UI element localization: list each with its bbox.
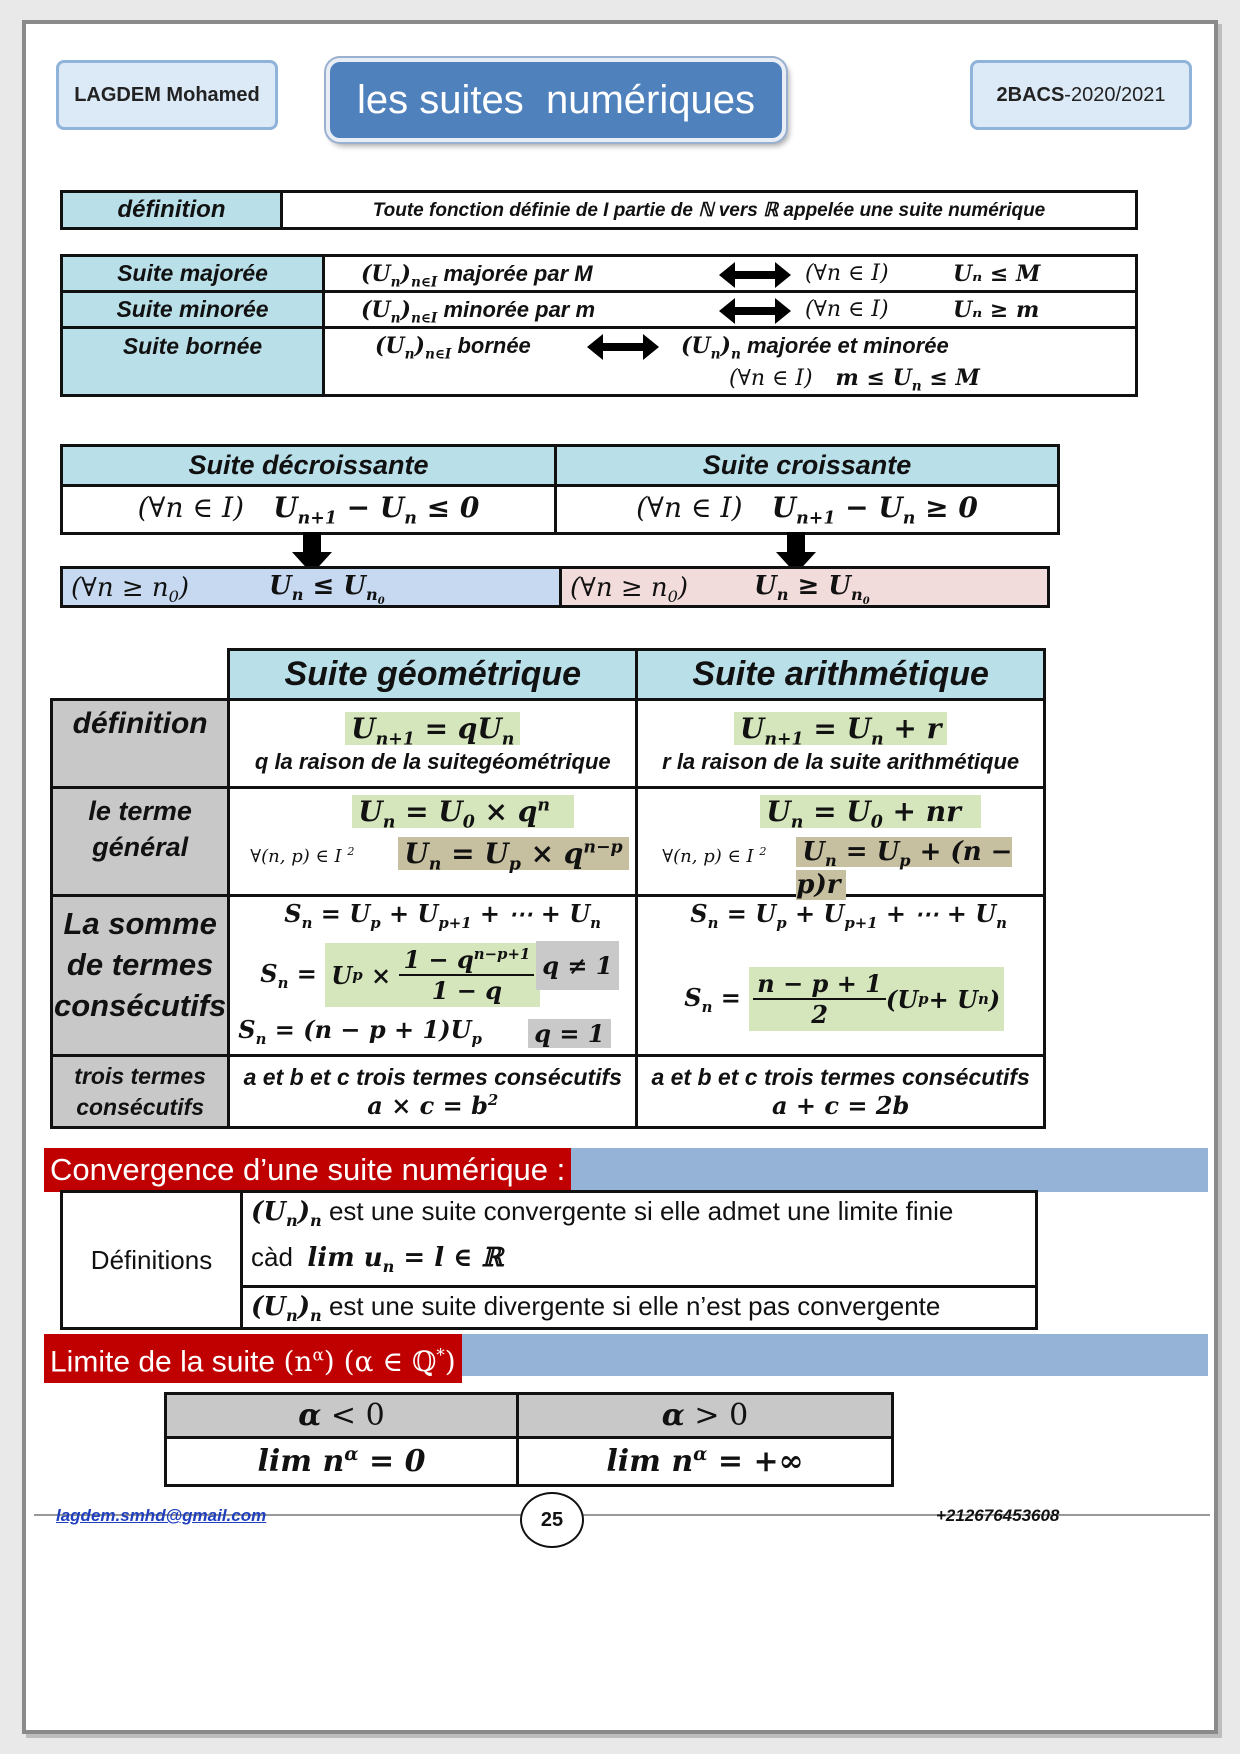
row-trois-line1: trois termes [74,1062,206,1089]
minoree-quantifier: (∀n ∈ I) [805,297,889,322]
row-somme-line3: consécutifs [54,988,227,1023]
equivalence-arrow-icon [719,304,791,318]
croissante-consequence: (∀n ≥ $n_0$) $U_n \ge U_{n_0}$ [562,569,1047,605]
suite-majoree-label: Suite majorée [62,256,324,292]
row-trois-label [52,1056,229,1128]
suite-bornee-cell: $(U_n)_{n\in I}$ bornée $(U_n)_n$ majorée et minorée (∀n ∈ I) $m \le U_n \le M$ [324,328,1137,396]
minoree-ineq: Uₙ ≥ m [953,297,1040,323]
empty-corner [52,650,229,700]
divergence-text: est une suite divergente si elle n’est pas convergente [328,1290,941,1321]
footer-phone: +212676453608 [936,1506,1060,1525]
geo-definition: $U_{n+1} = qU_n$ q la raison de la suitegéométrique [229,700,637,788]
convergence-table [60,1190,1038,1330]
arith-trois-termes: a et b et c trois termes consécutifs a + c = 2b [637,1056,1045,1128]
row-somme-line1: La somme [63,906,217,941]
alpha-negative-header: α < 0 [166,1394,518,1438]
cad-text: càd [251,1242,293,1273]
author-ribbon [56,60,278,130]
page-title: les suites numériques [357,77,755,122]
suite-minoree-cell: $(U_n)_{n\in I}$ minorée par m (∀n ∈ I) Uₙ ≥ m [324,292,1137,328]
bornee-text: bornée [457,333,531,358]
geo-raison: q la raison de la suitegéométrique [254,749,611,775]
majoree-quantifier: (∀n ∈ I) [805,261,889,286]
definition-text: Toute fonction définie de I partie de ℕ vers ℝ appelée une suite numérique [282,192,1137,229]
suite-minoree-label: Suite minorée [62,292,324,328]
convergence-title: Convergence d’une suite numérique : [44,1148,571,1192]
monotony-consequence [60,566,1050,608]
divergence-definition: $(U_n)_n$ est une suite divergente si elle n’est pas convergente [242,1287,1037,1329]
geo-trois-termes: a et b et c trois termes consécutifs $a \times c = b^2$ [229,1056,637,1128]
geo-arith-table [50,648,1046,1129]
bounds-table [60,254,1138,397]
monotony-table [60,444,1060,535]
limit-negative: $\lim n^\alpha = 0$ [166,1438,518,1486]
geo-title: Suite géométrique [229,650,637,700]
row-terme-line1: le terme [88,796,192,826]
row-terme-label [52,788,229,896]
row-somme-line2: de termes [66,947,214,982]
limite-table [164,1392,894,1487]
arith-title: Suite arithmétique [637,650,1045,700]
equivalence-arrow-icon [587,340,659,354]
page [22,20,1218,1734]
limite-title-text: Limite de la suite [50,1345,276,1379]
level-prefix: 2BACS [996,83,1065,106]
suite-decroissante-title: Suite décroissante [62,446,556,486]
suite-croissante-title: Suite croissante [556,446,1059,486]
page-number: 25 [520,1492,584,1548]
arith-raison: r la raison de la suite arithmétique [662,749,1020,775]
arith-somme: $S_n = U_p + U_{p+1}$ + ⋯ + $U_n$ $S_n$ = $\frac{n - p + 1}{2}$ (U p + U n ) [637,896,1045,1056]
minoree-text: minorée par m [443,297,596,322]
row-somme-label [52,896,229,1056]
level-ribbon [970,60,1192,130]
suite-majoree-cell: $(U_n)_{n\in I}$ majorée par M (∀n ∈ I) Uₙ ≤ M [324,256,1137,292]
arith-trois-text: a et b et c trois termes consécutifs [651,1063,1030,1090]
convergence-section-bar [44,1148,1208,1192]
croissante-condition: (∀n ∈ I) $U_{n+1} - U_n \ge 0$ [556,486,1059,534]
row-terme-line2: général [92,832,189,862]
decroissante-consequence: (∀n ≥ $n_0$) $U_n \le U_{n_0}$ [63,569,562,605]
arith-terme-general: $U_n = U_0$ + nr ∀(n, p) ∈ I $^2$ $U_n = U_p + (n - p)r$ [637,788,1045,896]
geo-trois-text: a et b et c trois termes consécutifs [243,1063,622,1090]
limit-positive: $\lim n^\alpha$ = +∞ [518,1438,893,1486]
majoree-ineq: Uₙ ≤ M [953,261,1041,287]
geo-somme: $S_n = U_p + U_{p+1}$ + ⋯ + $U_n$ $S_n$ = U p × $\frac{1 - q^{n-p+1}}{1 - q}$ q ≠ 1 $S_n = (n - p + 1)U_p$ q = 1 [229,896,637,1056]
suite-bornee-label: Suite bornée [62,328,324,396]
definitions-label: Définitions [62,1192,242,1329]
limite-section-bar [44,1334,1208,1379]
equivalence-arrow-icon [719,268,791,282]
geo-terme-general: $U_n = U_0 \times q^n$ ∀(n, p) ∈ I $^2$ $U_n = U_p \times q^{n-p}$ [229,788,637,896]
footer-email[interactable]: lagdem.smhd@gmail.com [56,1506,267,1525]
alpha-positive-header: α > 0 [518,1394,893,1438]
majoree-text: majorée par M [443,261,593,286]
definition-table [60,190,1138,230]
convergence-definition: $(U_n)_n$ est une suite convergente si elle admet une limite finie càd $\lim u_n = l$ ∈ ℝ [242,1192,1037,1287]
decroissante-condition: (∀n ∈ I) $U_{n+1} - U_n \le 0$ [62,486,556,534]
level-years: -2020/2021 [1064,83,1166,106]
definition-label: définition [62,192,282,229]
author-name: LAGDEM Mohamed [74,83,260,106]
title-box [326,58,786,142]
row-definition-label: définition [52,700,229,788]
limite-title: Limite de la suite $(n^\alpha)$ (α ∈ ℚ*) [44,1334,462,1383]
row-trois-line2: consécutifs [76,1093,205,1120]
bornee-majoree-minoree: majorée et minorée [746,333,949,358]
convergence-text: est une suite convergente si elle admet une limite finie [328,1196,954,1226]
arith-definition: $U_{n+1} = U_n + r$ r la raison de la suite arithmétique [637,700,1045,788]
